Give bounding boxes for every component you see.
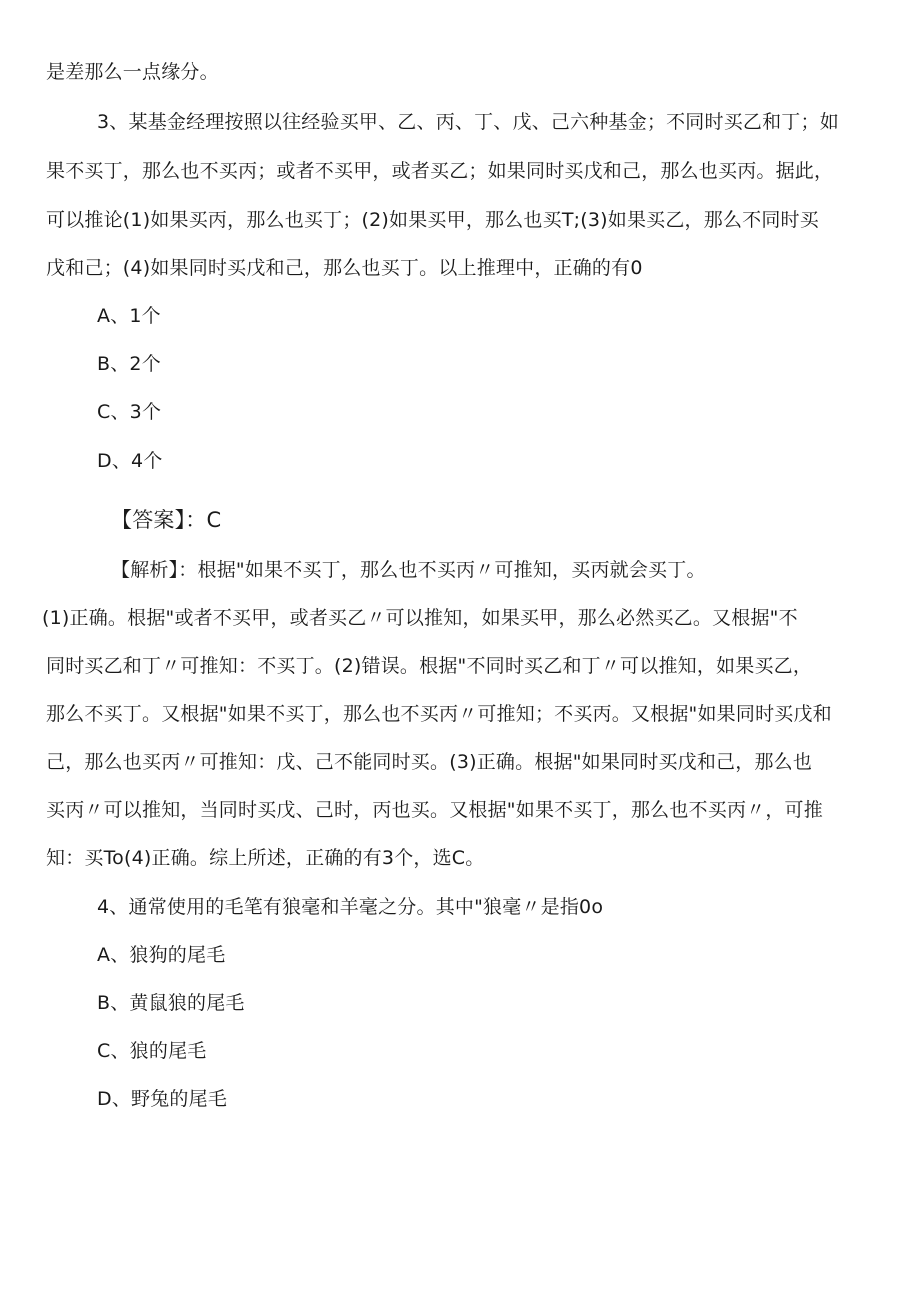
q3-analysis-line: 那么不买丁。又根据"如果不买丁，那么也不买丙〃可推知；不买丙。又根据"如果同时买戊和 [46, 703, 832, 725]
q4-stem: 4、通常使用的毛笔有狼毫和羊毫之分。其中"狼毫〃是指0o [97, 896, 604, 918]
q3-analysis-line: 同时买乙和丁〃可推知：不买丁。(2)错误。根据"不同时买乙和丁〃可以推知，如果买乙， [46, 655, 813, 677]
q4-option-c: C、狼的尾毛 [97, 1040, 207, 1062]
q4-option-a: A、狼狗的尾毛 [97, 944, 226, 966]
q4-option-b: B、黄鼠狼的尾毛 [97, 992, 245, 1014]
q3-option-d: D、4个 [97, 450, 163, 472]
q3-stem-line: 戊和己；(4)如果同时买戊和己，那么也买丁。以上推理中，正确的有0 [46, 257, 643, 279]
q4-option-d: D、野兔的尾毛 [97, 1088, 228, 1110]
q3-stem-line: 3、某基金经理按照以往经验买甲、乙、丙、丁、戊、己六种基金；不同时买乙和丁；如 [97, 111, 839, 133]
q3-stem-line: 果不买丁，那么也不买丙；或者不买甲，或者买乙；如果同时买戊和己，那么也买丙。据此， [46, 160, 834, 182]
q3-analysis-line: 知：买To(4)正确。综上所述，正确的有3个，选C。 [46, 847, 485, 869]
previous-answer-tail: 是差那么一点缘分。 [46, 61, 219, 83]
q3-option-a: A、1个 [97, 305, 161, 327]
q3-analysis-line: 买丙〃可以推知，当同时买戊、己时，丙也买。又根据"如果不买丁，那么也不买丙〃，可推 [46, 799, 823, 821]
q3-analysis-line: (1)正确。根据"或者不买甲，或者买乙〃可以推知，如果买甲，那么必然买乙。又根据"不 [42, 607, 798, 629]
q3-stem-line: 可以推论(1)如果买丙，那么也买丁；(2)如果买甲，那么也买T;(3)如果买乙，那么不同时买 [46, 209, 819, 231]
q3-option-b: B、2个 [97, 353, 161, 375]
q3-answer: 【答案】：C [111, 508, 222, 532]
q3-analysis-line: 【解析】：根据"如果不买丁，那么也不买丙〃可推知，买丙就会买丁。 [111, 559, 706, 581]
q3-option-c: C、3个 [97, 401, 162, 423]
q3-analysis-line: 己，那么也买丙〃可推知：戊、己不能同时买。(3)正确。根据"如果同时买戊和己，那么也 [46, 751, 813, 773]
